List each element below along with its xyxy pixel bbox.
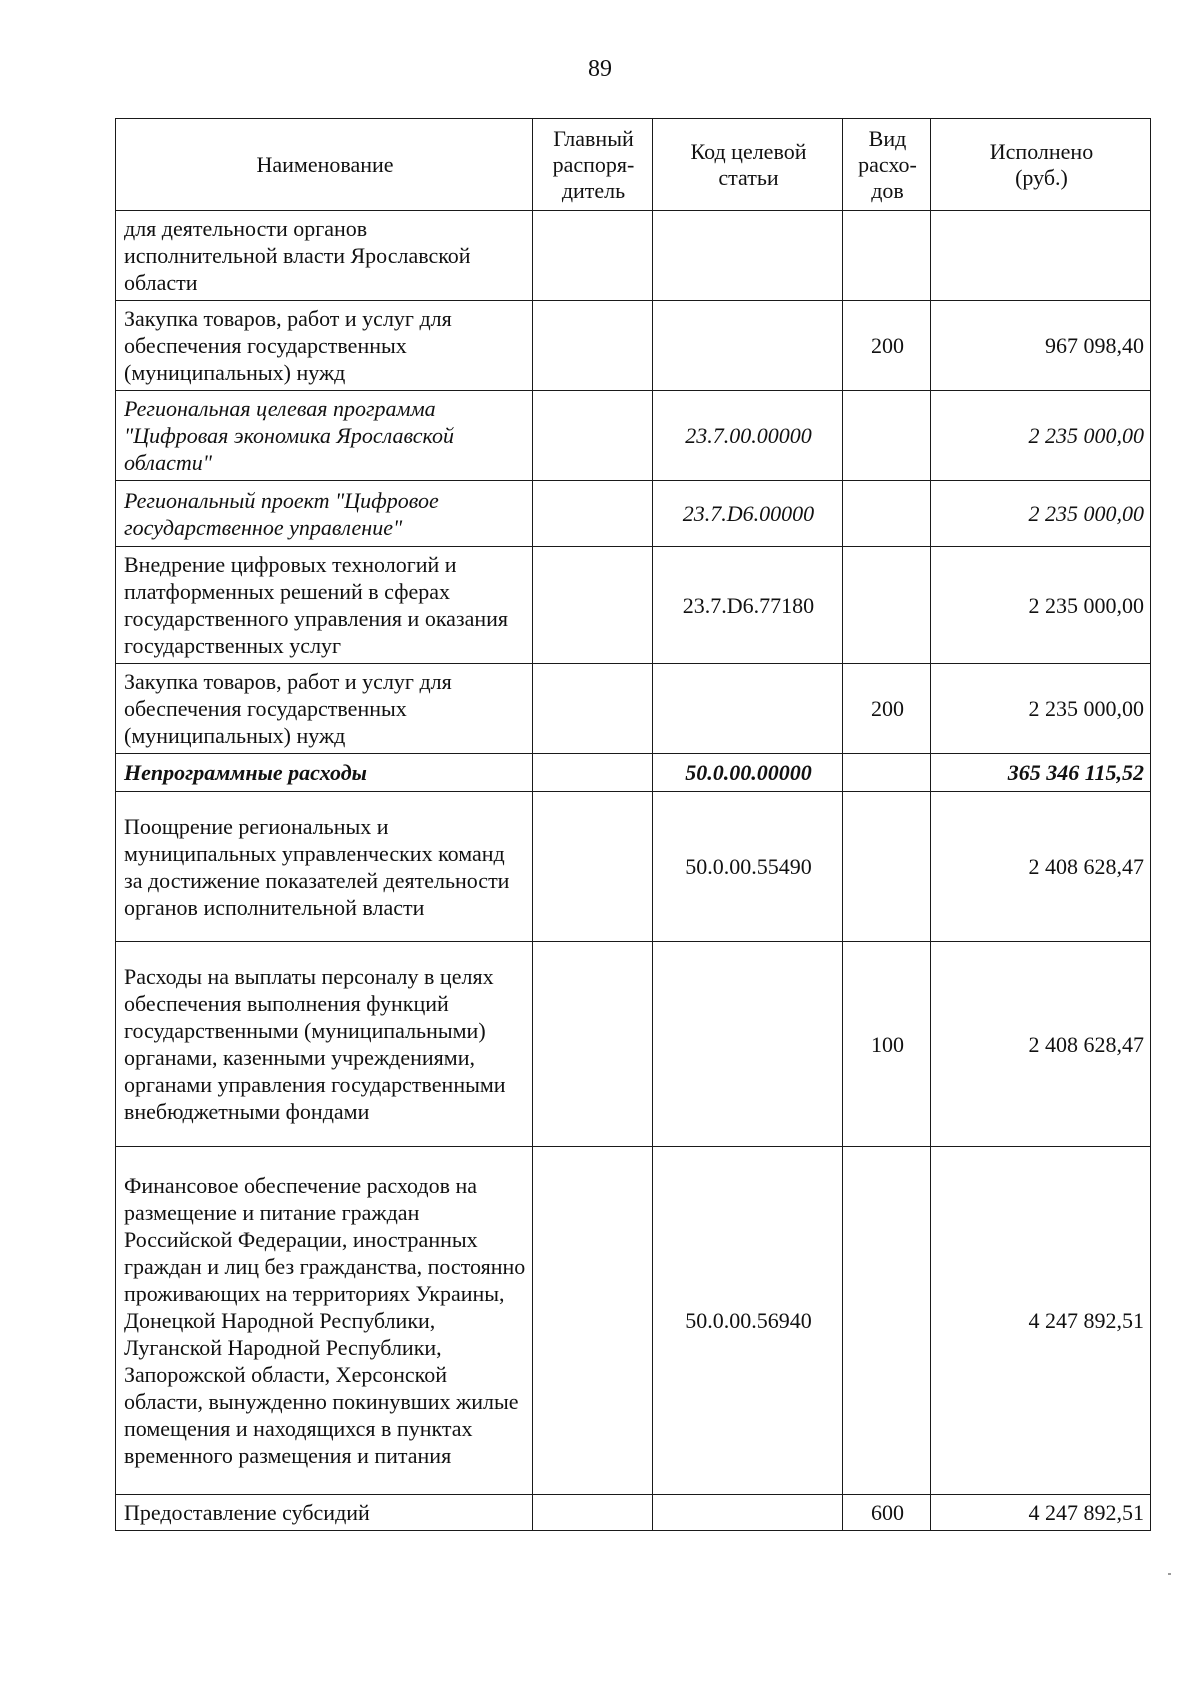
row-main-manager	[533, 547, 653, 664]
row-executed: 967 098,40	[931, 301, 1151, 391]
row-expense-type: 200	[843, 664, 931, 754]
row-target-code: 50.0.00.56940	[653, 1147, 843, 1495]
row-target-code	[653, 301, 843, 391]
header-main-manager	[533, 119, 653, 211]
row-target-code	[653, 1495, 843, 1531]
row-expense-type: 200	[843, 301, 931, 391]
row-expense-type: 600	[843, 1495, 931, 1531]
table-row	[116, 391, 1151, 481]
row-expense-type: 100	[843, 942, 931, 1147]
row-target-code: 23.7.D6.00000	[653, 481, 843, 547]
row-executed: 2 235 000,00	[931, 664, 1151, 754]
row-expense-type	[843, 391, 931, 481]
row-executed: 2 235 000,00	[931, 391, 1151, 481]
row-name: Закупка товаров, работ и услуг для обеспечения государственных (муниципальных) нужд	[116, 301, 533, 391]
header-main-manager-line: Главный	[553, 125, 634, 151]
row-name: Региональный проект "Цифровое государственное управление"	[116, 481, 533, 547]
row-main-manager	[533, 301, 653, 391]
row-main-manager	[533, 391, 653, 481]
row-expense-type	[843, 211, 931, 301]
table-row	[116, 301, 1151, 391]
row-executed: 365 346 115,52	[931, 754, 1151, 792]
row-expense-type	[843, 481, 931, 547]
row-expense-type	[843, 754, 931, 792]
row-executed: 4 247 892,51	[931, 1147, 1151, 1495]
row-target-code	[653, 942, 843, 1147]
row-name: Поощрение региональных и муниципальных управленческих команд за достижение показателей деятельности органов исполнительной власти	[116, 792, 533, 942]
row-executed: 2 408 628,47	[931, 792, 1151, 942]
header-expense-type-line: Вид	[868, 125, 907, 151]
header-name-label: Наименование	[256, 151, 394, 177]
row-target-code	[653, 211, 843, 301]
row-executed	[931, 211, 1151, 301]
row-main-manager	[533, 1495, 653, 1531]
table-row	[116, 547, 1151, 664]
scan-speck	[1168, 1573, 1171, 1575]
row-main-manager	[533, 481, 653, 547]
table-row	[116, 942, 1151, 1147]
page-number: 89	[588, 56, 612, 82]
row-executed: 2 235 000,00	[931, 547, 1151, 664]
row-main-manager	[533, 1147, 653, 1495]
row-main-manager	[533, 792, 653, 942]
row-name: Непрограммные расходы	[116, 754, 533, 792]
row-name: Предоставление субсидий	[116, 1495, 533, 1531]
row-main-manager	[533, 664, 653, 754]
row-executed: 2 235 000,00	[931, 481, 1151, 547]
header-target-code	[653, 119, 843, 211]
table-row	[116, 1147, 1151, 1495]
row-name: для деятельности органов исполнительной власти Ярославской области	[116, 211, 533, 301]
header-executed	[931, 119, 1151, 211]
row-name: Закупка товаров, работ и услуг для обеспечения государственных (муниципальных) нужд	[116, 664, 533, 754]
row-target-code: 50.0.00.00000	[653, 754, 843, 792]
header-expense-type-line: дов	[871, 177, 904, 203]
row-target-code: 23.7.00.00000	[653, 391, 843, 481]
row-name: Внедрение цифровых технологий и платформенных решений в сферах государственного управления и оказания государственных услуг	[116, 547, 533, 664]
table-row	[116, 211, 1151, 301]
row-name: Расходы на выплаты персоналу в целях обеспечения выполнения функций государственными (муниципальными) органами, казенными учреждениями, органами управления государственными внебюджетными фондами	[116, 942, 533, 1147]
row-expense-type	[843, 792, 931, 942]
row-target-code: 50.0.00.55490	[653, 792, 843, 942]
row-expense-type	[843, 1147, 931, 1495]
header-name	[116, 119, 533, 211]
header-target-code-line: Код целевой	[690, 138, 807, 164]
row-target-code: 23.7.D6.77180	[653, 547, 843, 664]
row-executed: 4 247 892,51	[931, 1495, 1151, 1531]
row-name: Финансовое обеспечение расходов на размещение и питание граждан Российской Федерации, иностранных граждан и лиц без гражданства, постоянно проживающих на территориях Украины, Донецкой Народной Республики, Луганской Народной Республики, Запорожской области, Херсонской области, вынужденно покинувших жилые помещения и находящихся в пунктах временного размещения и питания	[116, 1147, 533, 1495]
table-row	[116, 792, 1151, 942]
row-main-manager	[533, 942, 653, 1147]
table-row	[116, 481, 1151, 547]
header-expense-type	[843, 119, 931, 211]
header-expense-type-line: расхо-	[858, 151, 917, 177]
header-executed-line: (руб.)	[1015, 164, 1068, 190]
header-main-manager-line: дитель	[561, 177, 626, 203]
row-main-manager	[533, 211, 653, 301]
table-row	[116, 664, 1151, 754]
header-target-code-line: статьи	[718, 164, 779, 190]
row-target-code	[653, 664, 843, 754]
budget-execution-table	[115, 118, 1151, 1531]
header-executed-line: Исполнено	[989, 138, 1094, 164]
row-executed: 2 408 628,47	[931, 942, 1151, 1147]
row-name: Региональная целевая программа "Цифровая экономика Ярославской области"	[116, 391, 533, 481]
table-row	[116, 1495, 1151, 1531]
header-main-manager-line: распоря-	[552, 151, 635, 177]
row-expense-type	[843, 547, 931, 664]
row-main-manager	[533, 754, 653, 792]
table-header-row	[116, 119, 1151, 211]
table-row	[116, 754, 1151, 792]
